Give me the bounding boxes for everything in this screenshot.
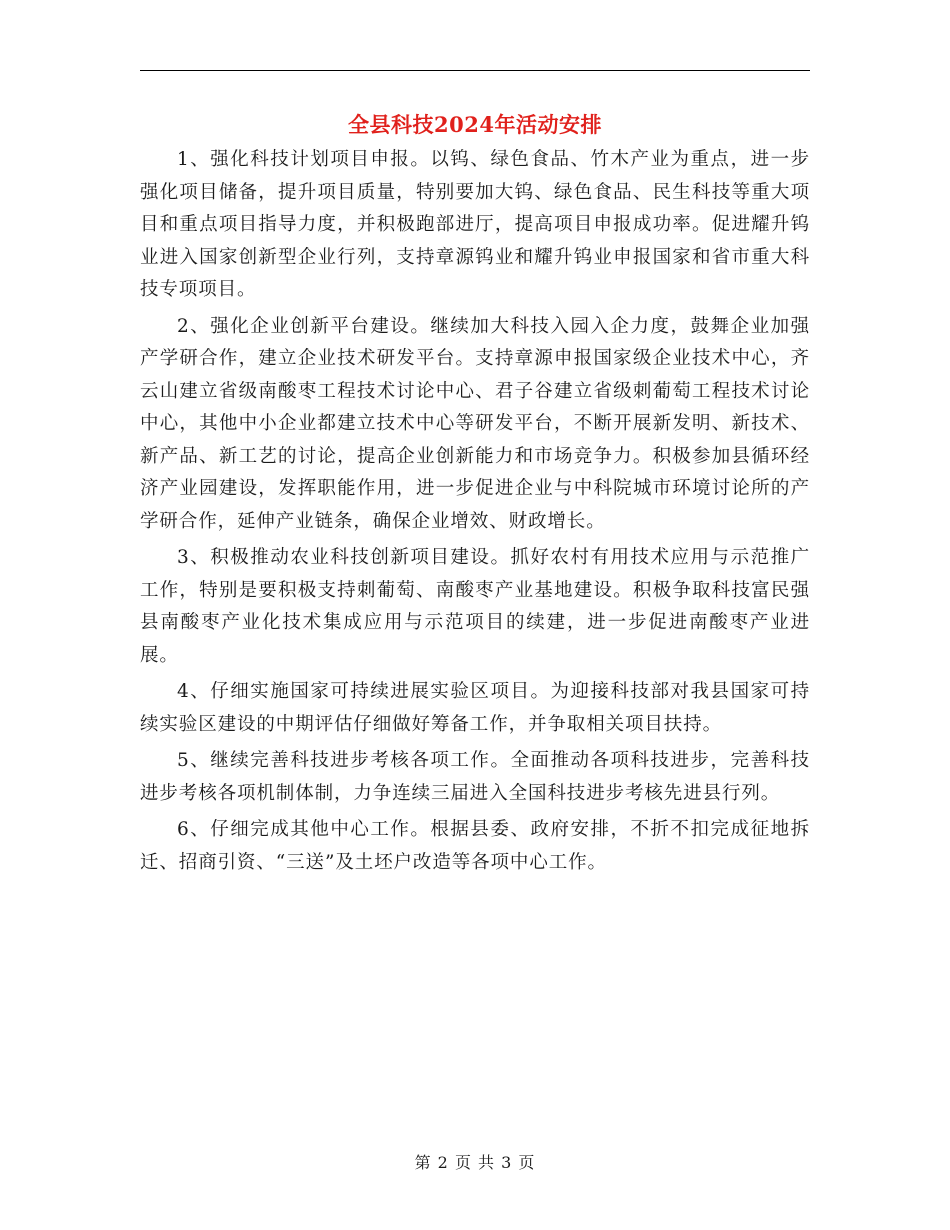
paragraph-1: 1、强化科技计划项目申报。以钨、绿色食品、竹木产业为重点，进一步强化项目储备，提升项目质量，特别要加大钨、绿色食品、民生科技等重大项目和重点项目指导力度，并积极跑部进厅，提高项目申报成功率。促进耀升钨业进入国家创新型企业行列，支持章源钨业和耀升钨业申报国家和省市重大科技专项项目。 [140, 149, 810, 300]
document-body [140, 144, 810, 883]
paragraph-3: 3、积极推动农业科技创新项目建设。抓好农村有用技术应用与示范推广工作，特别是要积极支持刺葡萄、南酸枣产业基地建设。积极争取科技富民强县南酸枣产业化技术集成应用与示范项目的续建，进一步促进南酸枣产业进展。 [140, 547, 810, 666]
paragraph-2: 2、强化企业创新平台建设。继续加大科技入园入企力度，鼓舞企业加强产学研合作，建立企业技术研发平台。支持章源申报国家级企业技术中心，齐云山建立省级南酸枣工程技术讨论中心、君子谷建立省级刺葡萄工程技术讨论中心，其他中小企业都建立技术中心等研发平台，不断开展新发明、新技术、新产品、新工艺的讨论，提高企业创新能力和市场竞争力。积极参加县循环经济产业园建设，发挥职能作用，进一步促进企业与中科院城市环境讨论所的产学研合作，延伸产业链条，确保企业增效、财政增长。 [140, 315, 810, 532]
paragraph-4: 4、仔细实施国家可持续进展实验区项目。为迎接科技部对我县国家可持续实验区建设的中期评估仔细做好筹备工作，并争取相关项目扶持。 [140, 681, 810, 735]
paragraph-6: 6、仔细完成其他中心工作。根据县委、政府安排，不折不扣完成征地拆迁、招商引资、“三送”及土坯户改造等各项中心工作。 [140, 819, 810, 873]
page-number: 第 2 页 共 3 页 [414, 1153, 536, 1172]
header-rule [140, 70, 810, 71]
paragraph-5: 5、继续完善科技进步考核各项工作。全面推动各项科技进步，完善科技进步考核各项机制体制，力争连续三届进入全国科技进步考核先进县行列。 [140, 750, 810, 804]
document-title: 全县科技2024年活动安排 [348, 112, 602, 137]
